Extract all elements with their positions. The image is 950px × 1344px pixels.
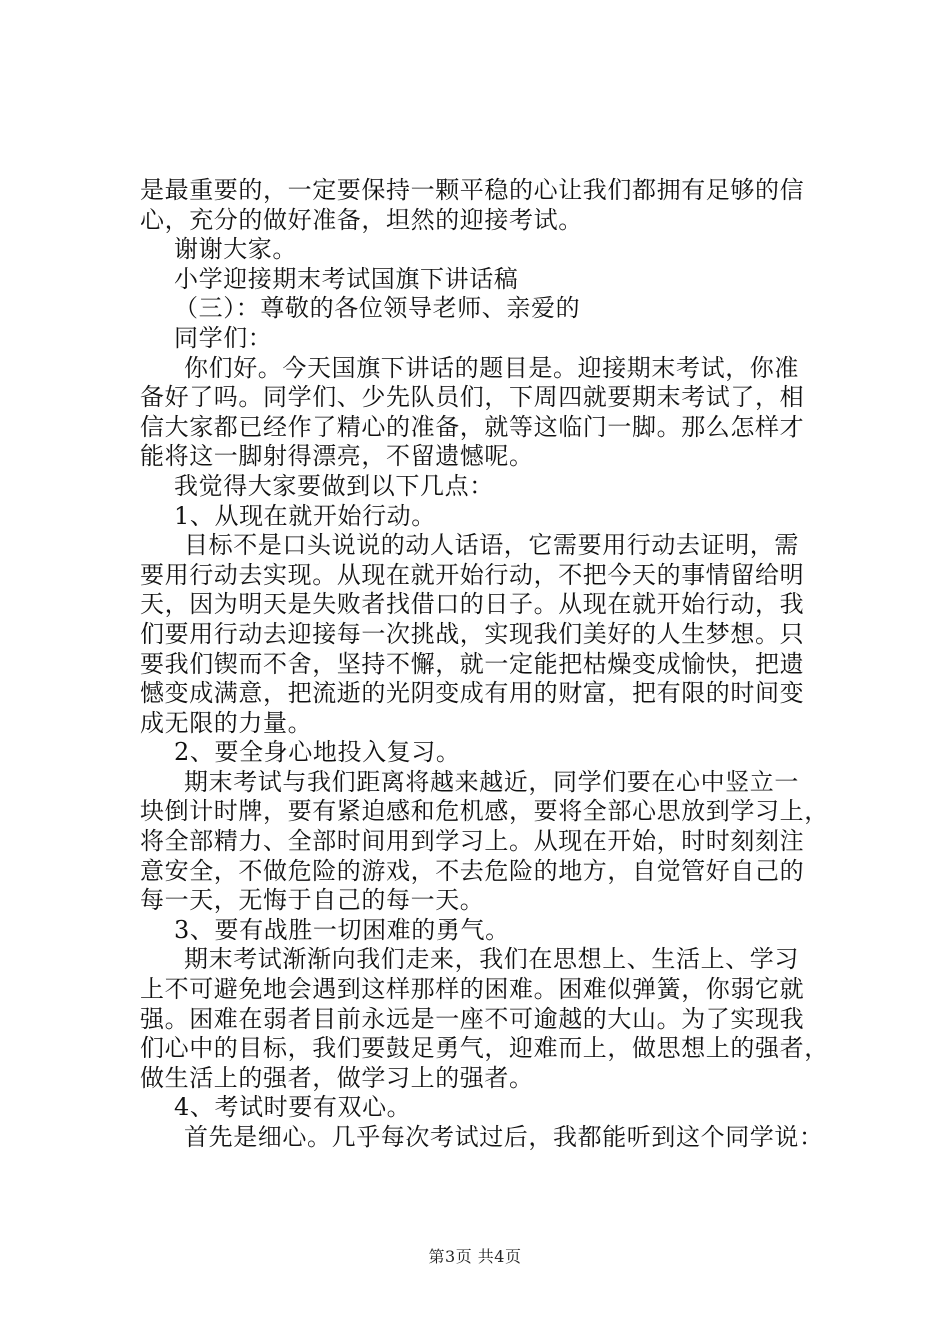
text-line: 谢谢大家。: [174, 235, 297, 264]
document-body: [140, 176, 830, 1153]
page-number: 第3页 共4页: [428, 1247, 522, 1266]
text-line: 每一天，无悔于自己的每一天。: [140, 886, 485, 915]
text-line: 做生活上的强者，做学习上的强者。: [140, 1063, 534, 1092]
text-line: 你们好。今天国旗下讲话的题目是。迎接期末考试，你准: [184, 353, 799, 382]
text-line: 2、要全身心地投入复习。: [174, 738, 461, 767]
text-line: 期末考试与我们距离将越来越近，同学们要在心中竖立一: [184, 767, 799, 796]
text-line: 小学迎接期末考试国旗下讲话稿: [174, 264, 519, 293]
text-line: 备好了吗。同学们、少先队员们，下周四就要期末考试了，相: [140, 383, 805, 412]
text-line: 我觉得大家要做到以下几点：: [174, 471, 494, 500]
text-line: 们心中的目标，我们要鼓足勇气，迎难而上，做思想上的强者，: [140, 1034, 829, 1063]
text-line: 首先是细心。几乎每次考试过后，我都能听到这个同学说：: [184, 1123, 824, 1151]
text-line: 1、从现在就开始行动。: [174, 501, 436, 530]
text-line: （三）：尊敬的各位领导老师、亲爱的: [174, 294, 581, 323]
text-line: 上不可避免地会遇到这样那样的困难。困难似弹簧，你弱它就: [140, 975, 805, 1004]
text-line: 们要用行动去迎接每一次挑战，实现我们美好的人生梦想。只: [140, 619, 805, 648]
text-line: 块倒计时牌，要有紧迫感和危机感，要将全部心思放到学习上，: [140, 797, 829, 826]
text-line: 同学们：: [174, 323, 273, 352]
text-line: 意安全，不做危险的游戏，不去危险的地方，自觉管好自己的: [140, 856, 805, 885]
text-line: 要我们锲而不舍，坚持不懈，就一定能把枯燥变成愉快，把遗: [140, 649, 805, 678]
text-line: 是最重要的，一定要保持一颗平稳的心让我们都拥有足够的信: [140, 176, 805, 204]
text-line: 将全部精力、全部时间用到学习上。从现在开始，时时刻刻注: [140, 827, 805, 856]
text-line: 3、要有战胜一切困难的勇气。: [174, 915, 510, 944]
text-line: 心，充分的做好准备，坦然的迎接考试。: [140, 205, 583, 234]
text-line: 憾变成满意，把流逝的光阴变成有用的财富，把有限的时间变: [140, 679, 805, 708]
text-line: 期末考试渐渐向我们走来，我们在思想上、生活上、学习: [184, 945, 799, 974]
text-line: 成无限的力量。: [140, 708, 313, 737]
text-line: 信大家都已经作了精心的准备，就等这临门一脚。那么怎样才: [140, 412, 805, 441]
text-line: 强。困难在弱者目前永远是一座不可逾越的大山。为了实现我: [140, 1004, 805, 1033]
text-line: 要用行动去实现。从现在就开始行动，不把今天的事情留给明: [140, 560, 805, 589]
text-line: 目标不是口头说说的动人话语，它需要用行动去证明，需: [184, 531, 799, 560]
text-line: 4、考试时要有双心。: [174, 1093, 412, 1122]
text-line: 能将这一脚射得漂亮，不留遗憾呢。: [140, 442, 534, 471]
text-line: 天，因为明天是失败者找借口的日子。从现在就开始行动，我: [140, 590, 805, 619]
page-footer: [0, 1244, 950, 1267]
